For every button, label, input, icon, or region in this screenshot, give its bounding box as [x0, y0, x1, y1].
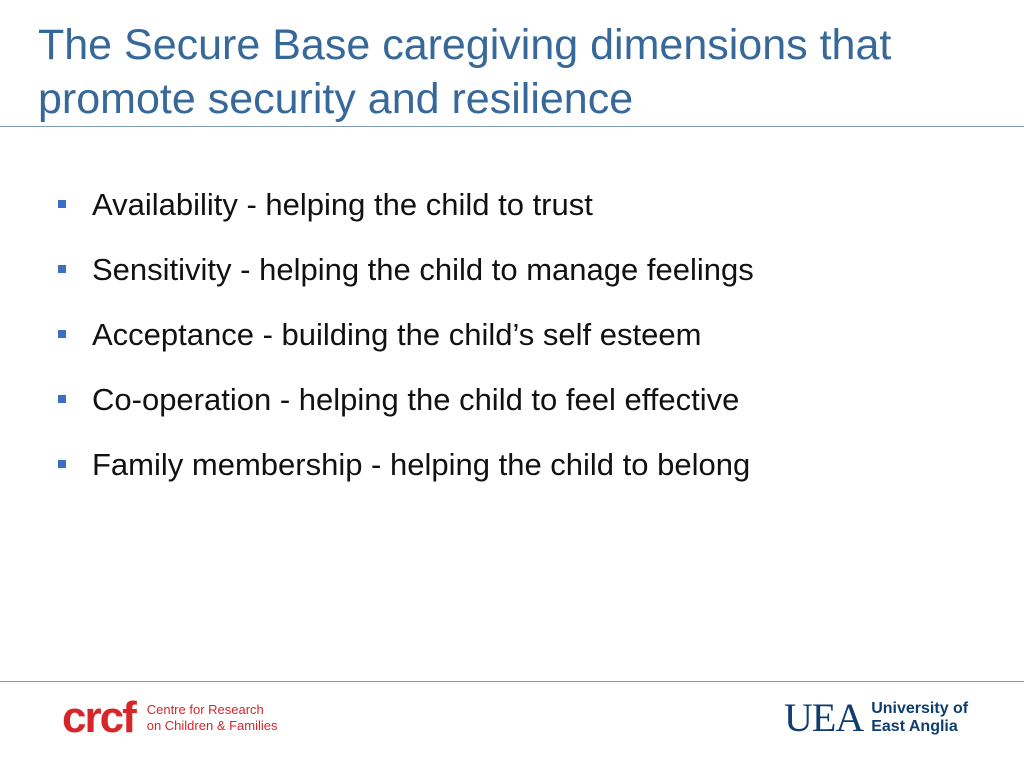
bullet-item — [54, 377, 754, 442]
crcf-logo-caption — [147, 702, 278, 734]
slide-title — [38, 18, 998, 126]
crcf-caption-line-1: Centre for Research — [146, 702, 264, 717]
square-bullet-icon — [58, 395, 66, 403]
title-divider — [0, 126, 1024, 127]
square-bullet-icon — [58, 460, 66, 468]
uea-caption-line-2: East Anglia — [871, 718, 958, 735]
crcf-logo-mark: crcf — [62, 693, 135, 742]
bullet-item — [54, 247, 754, 312]
square-bullet-icon — [58, 330, 66, 338]
crcf-logo — [62, 693, 278, 742]
bullet-item — [54, 182, 754, 247]
uea-logo-caption — [871, 700, 968, 736]
square-bullet-icon — [58, 265, 66, 273]
bullet-item — [54, 312, 754, 377]
crcf-caption-line-2: on Children & Families — [146, 718, 278, 733]
bullet-item — [54, 442, 754, 507]
bullet-text: Availability - helping the child to trust — [92, 187, 593, 222]
bullet-list — [54, 182, 754, 507]
uea-caption-line-1: University of — [871, 700, 969, 717]
bullet-text: Sensitivity - helping the child to manage feelings — [92, 252, 754, 287]
uea-logo-mark: UEA — [784, 695, 864, 740]
square-bullet-icon — [58, 200, 66, 208]
bullet-text: Co-operation - helping the child to feel effective — [92, 382, 740, 417]
bullet-text: Acceptance - building the child’s self esteem — [92, 317, 702, 352]
slide-title-line-2: promote security and resilience — [38, 75, 634, 123]
slide-title-line-1: The Secure Base caregiving dimensions that — [38, 21, 892, 69]
uea-logo — [784, 697, 968, 739]
footer-divider — [0, 681, 1024, 682]
bullet-text: Family membership - helping the child to belong — [92, 447, 751, 482]
